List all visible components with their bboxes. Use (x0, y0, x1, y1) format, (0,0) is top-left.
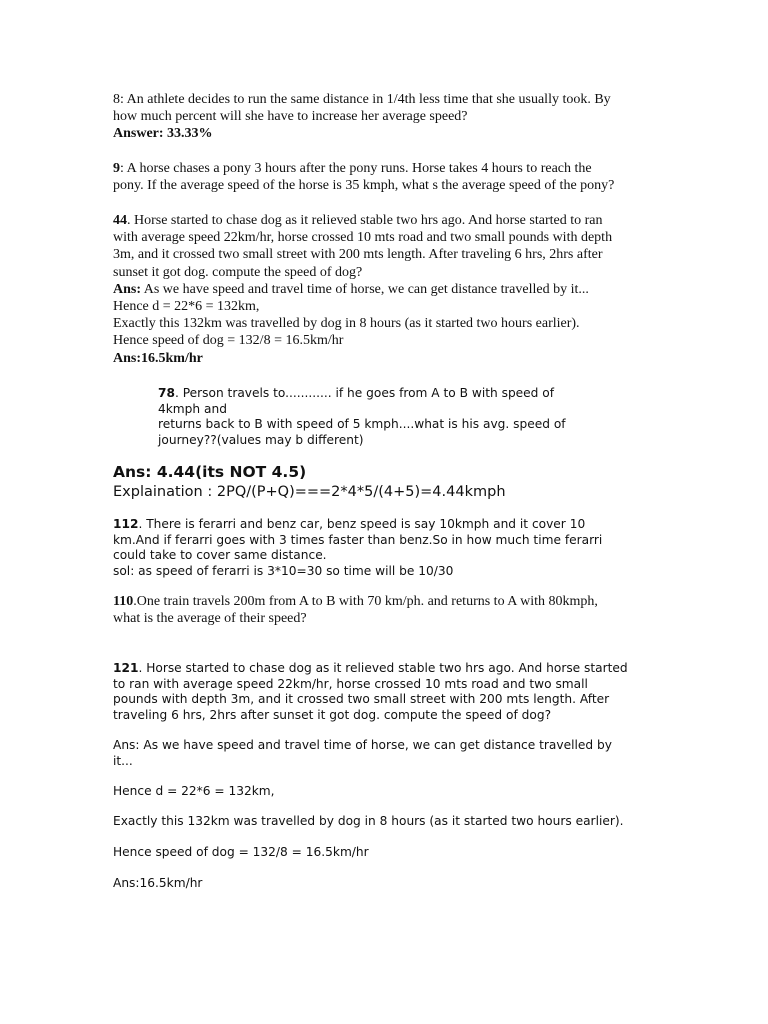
question-8 (113, 91, 658, 143)
question-121-answer-line-2: it... (113, 753, 133, 768)
question-44 (113, 212, 658, 367)
question-110-line-1: 110.One train travels 200m from A to B with 70 km/ph. and returns to A with 80kmph, (113, 594, 598, 609)
question-121-exactly: Exactly this 132km was travelled by dog in 8 hours (as it started two hours earlier). (113, 814, 624, 828)
question-112-line-1: 112. There is ferarri and benz car, benz speed is say 10kmph and it cover 10 (113, 517, 586, 531)
question-78-line-4: journey??(values may b different) (158, 432, 364, 447)
question-number: 9 (113, 161, 120, 176)
question-number: 110 (113, 594, 134, 609)
question-110-line-2: what is the average of their speed? (113, 611, 307, 627)
question-number: 8 (113, 92, 120, 107)
question-78-answer-block (113, 462, 658, 502)
question-78-line-1: 78. Person travels to............ if he goes from A to B with speed of (158, 386, 555, 400)
question-121-hence-speed: Hence speed of dog = 132/8 = 16.5km/hr (113, 845, 369, 859)
question-78-explanation: Explaination : 2PQ/(P+Q)===2*4*5/(4+5)=4.44kmph (113, 484, 506, 500)
question-44-line-4: sunset it got dog. compute the speed of dog? (113, 264, 363, 280)
question-112-line-4: sol: as speed of ferarri is 3*10=30 so time will be 10/30 (113, 563, 454, 578)
question-78 (158, 386, 628, 448)
question-121-line-4: traveling 6 hrs, 2hrs after sunset it got dog. compute the speed of dog? (113, 707, 552, 722)
question-9 (113, 160, 658, 194)
question-110 (113, 593, 658, 627)
question-44-line-1: 44. Horse started to chase dog as it relieved stable two hrs ago. And horse started to ran (113, 213, 603, 228)
question-number: 112 (113, 517, 139, 531)
question-121-answer (113, 738, 658, 769)
question-112-line-2: km.And if ferarri goes with 3 times faster than benz.So in how much time ferarri (113, 532, 603, 547)
question-9-line-2: pony. If the average speed of the horse is 35 kmph, what s the average speed of the pony? (113, 178, 615, 194)
question-78-line-3: returns back to B with speed of 5 kmph....what is his avg. speed of (158, 417, 566, 431)
question-44-answer-line-2: Hence d = 22*6 = 132km, (113, 299, 260, 315)
question-number: 44 (113, 213, 127, 228)
question-121-hence-d: Hence d = 22*6 = 132km, (113, 784, 275, 798)
question-8-line-1: 8: An athlete decides to run the same distance in 1/4th less time that she usually took. By (113, 92, 611, 107)
question-44-line-3: 3m, and it crossed two small street with 200 mts length. After traveling 6 hrs, 2hrs after (113, 247, 603, 263)
question-9-line-1: 9: A horse chases a pony 3 hours after the pony runs. Horse takes 4 hours to reach the (113, 161, 592, 176)
question-121-line-2: to ran with average speed 22km/hr, horse crossed 10 mts road and two small (113, 676, 588, 691)
question-112-line-3: could take to cover same distance. (113, 548, 327, 562)
question-44-line-2: with average speed 22km/hr, horse crossed 10 mts road and two small pounds with depth (113, 230, 613, 246)
question-44-final-answer: Ans:16.5km/hr (113, 350, 203, 366)
answer-label: Ans: (113, 281, 142, 297)
question-121-answer-line-1: Ans: As we have speed and travel time of horse, we can get distance travelled by (113, 738, 612, 752)
question-112 (113, 517, 658, 579)
question-44-answer-line-1: Ans: As we have speed and travel time of horse, we can get distance travelled by it... (113, 281, 589, 297)
question-121-line-1: 121. Horse started to chase dog as it relieved stable two hrs ago. And horse started (113, 661, 628, 675)
question-44-answer-line-3: Exactly this 132km was travelled by dog in 8 hours (as it started two hours earlier). (113, 316, 580, 332)
question-8-line-2: how much percent will she have to increase her average speed? (113, 109, 468, 125)
question-121-final-answer: Ans:16.5km/hr (113, 876, 203, 890)
question-78-answer: Ans: 4.44(its NOT 4.5) (113, 463, 307, 481)
question-8-answer: Answer: 33.33% (113, 126, 213, 142)
question-121-line-3: pounds with depth 3m, and it crossed two small street with 200 mts length. After (113, 692, 610, 706)
question-number: 121 (113, 661, 139, 675)
question-78-line-2: 4kmph and (158, 401, 227, 416)
question-121 (113, 661, 658, 723)
question-44-answer-line-4: Hence speed of dog = 132/8 = 16.5km/hr (113, 333, 344, 349)
question-number: 78 (158, 386, 175, 400)
